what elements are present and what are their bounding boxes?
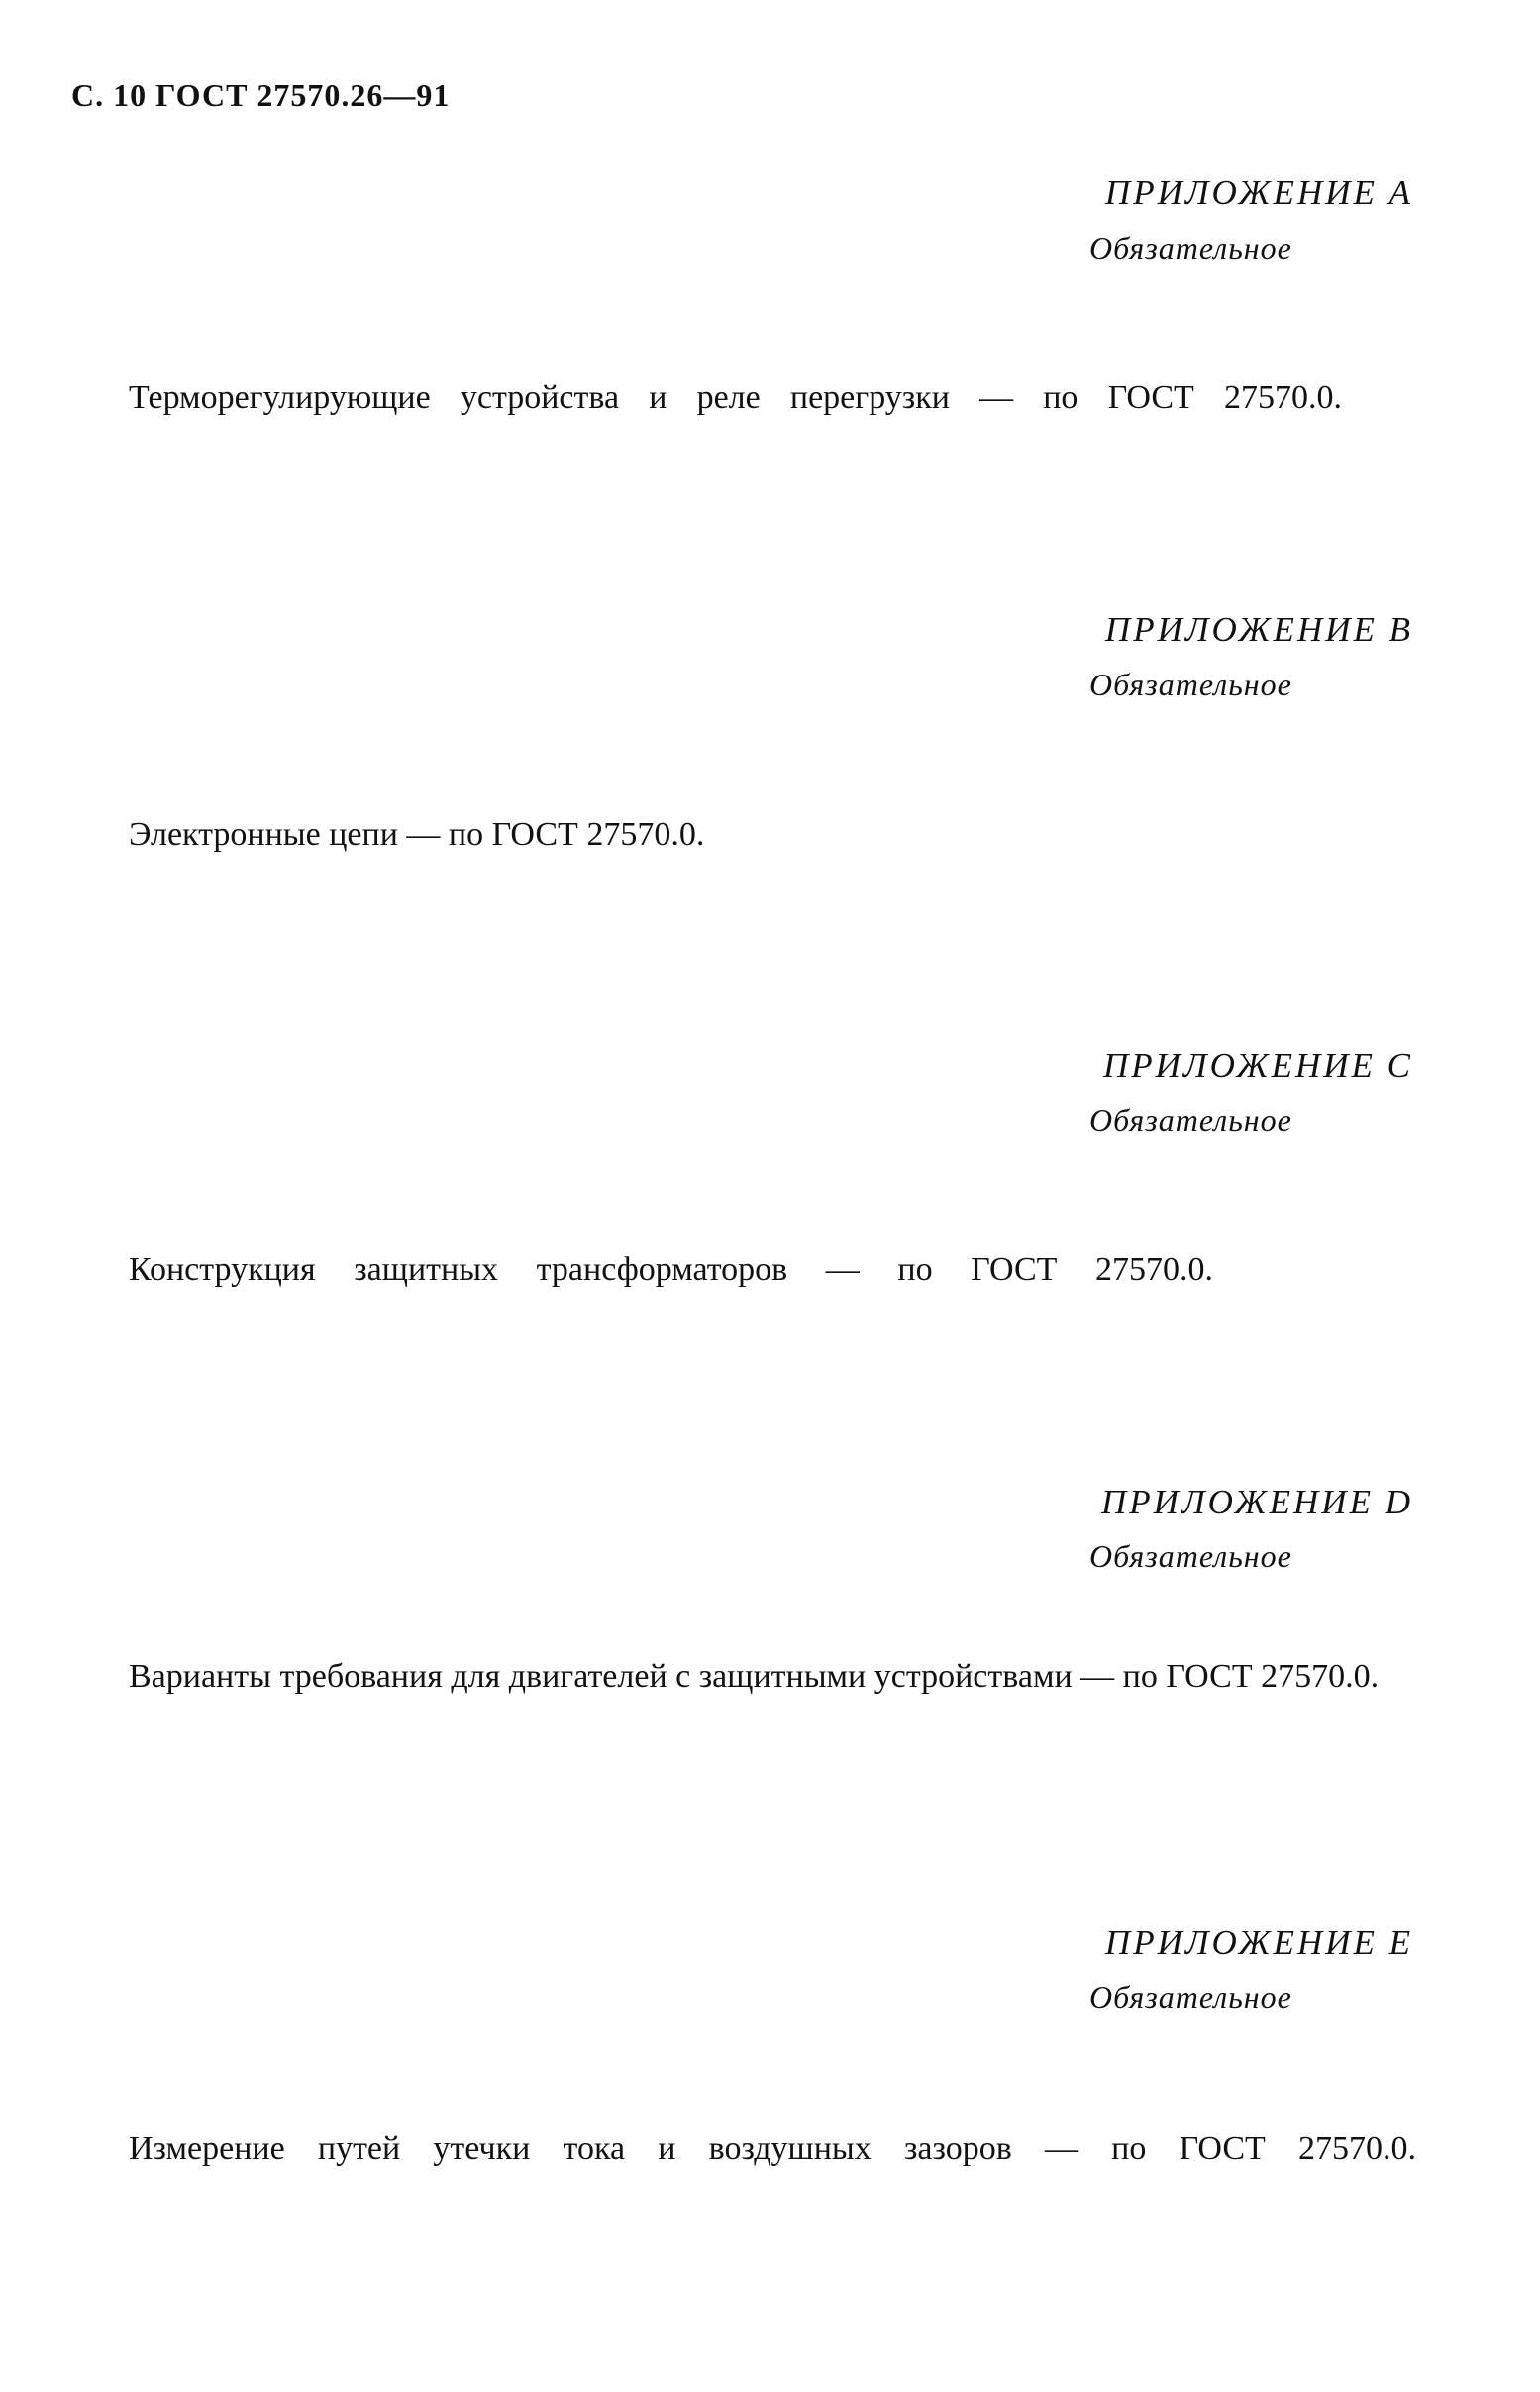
annex-d-status: Обязательное <box>1089 1538 1292 1574</box>
annex-a-title: ПРИЛОЖЕНИЕ А <box>1104 173 1413 212</box>
annex-c-body: Конструкция защитных трансформаторов — по ГОСТ 27570.0. <box>129 1251 1213 1288</box>
annex-b-title: ПРИЛОЖЕНИЕ В <box>1104 610 1413 649</box>
annex-e-body: Измерение путей утечки тока и воздушных зазоров — по ГОСТ 27570.0. <box>129 2131 1416 2167</box>
annex-b-status: Обязательное <box>1089 667 1292 702</box>
annex-c-status: Обязательное <box>1089 1102 1292 1138</box>
annex-e-status: Обязательное <box>1089 1979 1292 2015</box>
annex-c-title: ПРИЛОЖЕНИЕ С <box>1102 1046 1413 1085</box>
page-header: С. 10 ГОСТ 27570.26—91 <box>71 77 451 113</box>
annex-d-body: Варианты требования для двигателей с защитными устройствами — по ГОСТ 27570.0. <box>129 1658 1380 1695</box>
annex-d-title: ПРИЛОЖЕНИЕ D <box>1101 1483 1413 1521</box>
annex-a-body: Терморегулирующие устройства и реле перегрузки — по ГОСТ 27570.0. <box>129 379 1342 416</box>
annex-a-status: Обязательное <box>1089 230 1292 265</box>
annex-b-body: Электронные цепи — по ГОСТ 27570.0. <box>129 816 705 853</box>
annex-e-title: ПРИЛОЖЕНИЕ Е <box>1104 1924 1413 1962</box>
